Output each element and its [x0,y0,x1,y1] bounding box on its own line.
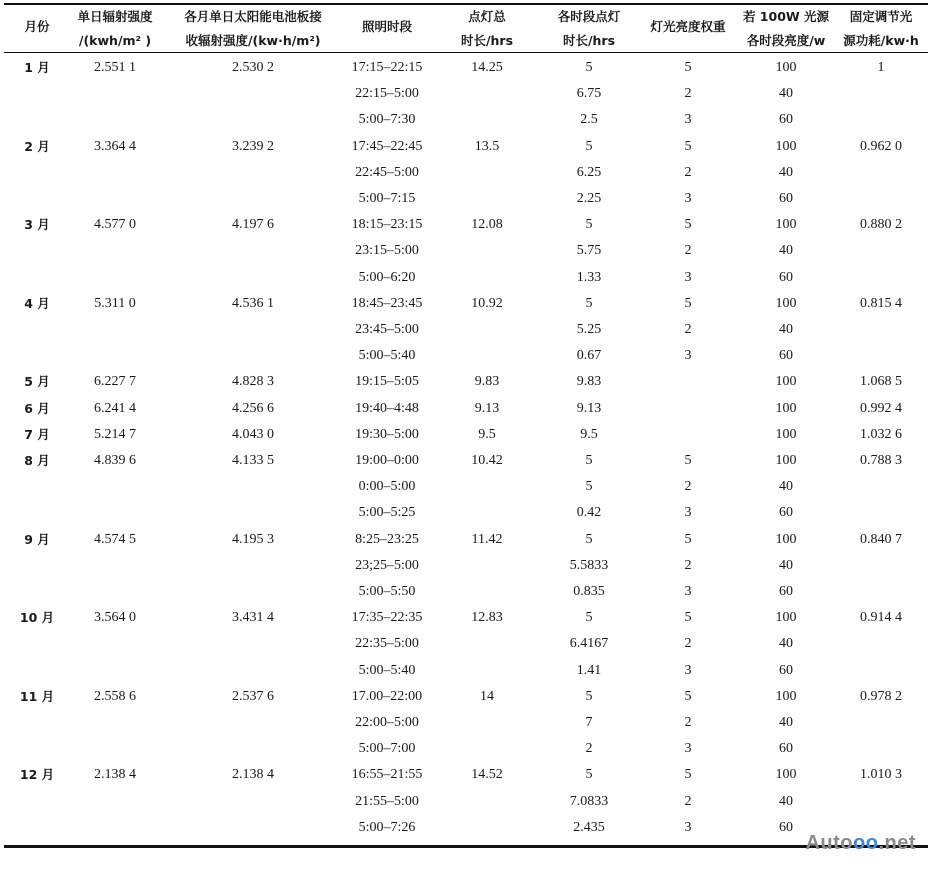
table-cell: 5 [585,479,593,494]
table-cell: 1 月 [24,60,50,75]
table-cell: 1.010 3 [860,767,902,782]
table-cell: 2 [684,479,692,494]
table-cell: 0.788 3 [860,453,902,468]
table-cell: 60 [779,584,793,599]
table-cell: 5:00–7:30 [358,112,416,127]
table-cell: 2.551 1 [94,60,136,75]
table-cell: 100 [775,401,797,416]
table-cell: 5:00–6:20 [358,270,416,285]
table-cell: 22:15–5:00 [355,86,419,101]
table-cell: 1.032 6 [860,427,902,442]
table-cell: 2 月 [24,139,50,154]
table-cell: 17:35–22:35 [351,610,423,625]
table-cell: 23:15–5:00 [355,243,419,258]
table-cell: 17:15–22:15 [351,60,423,75]
table-cell: 60 [779,348,793,363]
table-cell: 5:00–7:26 [358,820,416,835]
table-cell: 10.92 [471,296,503,311]
table-cell: 0.962 0 [860,139,902,154]
table-cell: 14.52 [471,767,503,782]
table-cell: 5 [684,139,692,154]
table-cell: 19:15–5:05 [355,374,419,389]
table-cell: 3 月 [24,217,50,232]
table-cell: 0.880 2 [860,217,902,232]
table-cell: 40 [779,479,793,494]
table-cell: 12.08 [471,217,503,232]
table-cell: 5.75 [576,243,602,258]
table-cell: 8 月 [24,453,50,468]
table-cell: 5 [684,532,692,547]
table-cell: 6.75 [576,86,602,101]
table-cell: 5 [585,610,593,625]
table-cell: 17.00–22:00 [351,689,423,704]
table-cell: 3.564 0 [94,610,136,625]
table-cell: 3 [684,112,692,127]
watermark-logo: Autooo.net [805,832,916,854]
table-cell: 3.431 4 [232,610,274,625]
table-cell: 0.815 4 [860,296,902,311]
table-cell: 5 月 [24,374,50,389]
column-header-line: 月份 [24,19,50,34]
table-cell: 9 月 [24,532,50,547]
table-cell: 10 月 [19,610,55,625]
table-cell: 8:25–23:25 [355,532,419,547]
table-cell: 19:00–0:00 [355,453,419,468]
table-cell: 22:45–5:00 [355,165,419,180]
column-header-line: 各月单日太阳能电池板接 [184,9,322,24]
table-cell: 22:00–5:00 [355,715,419,730]
table-cell: 3.239 2 [232,139,274,154]
table-cell: 3 [684,663,692,678]
table-cell: 4.828 3 [232,374,274,389]
table-cell: 5 [585,60,593,75]
table-cell: 2.5 [580,112,598,127]
table-cell: 2 [684,715,692,730]
table-cell: 19:30–5:00 [355,427,419,442]
table-cell: 18:45–23:45 [351,296,423,311]
table-cell: 100 [775,296,797,311]
table-cell: 9.83 [474,374,500,389]
table-cell: 3 [684,505,692,520]
table-cell: 23;25–5:00 [355,558,419,573]
table-cell: 40 [779,322,793,337]
table-cell: 5:00–5:25 [358,505,416,520]
table-cell: 40 [779,86,793,101]
table-cell: 100 [775,427,797,442]
table-cell: 5 [684,767,692,782]
table-cell: 100 [775,689,797,704]
table-cell: 11 月 [19,689,55,704]
table-cell: 100 [775,139,797,154]
table-cell: 4.133 5 [232,453,274,468]
table-cell: 17:45–22:45 [351,139,423,154]
table-cell: 5:00–5:50 [358,584,416,599]
table-cell: 3 [684,270,692,285]
table-cell: 5:00–7:00 [358,741,416,756]
table-cell: 23:45–5:00 [355,322,419,337]
table-cell: 40 [779,794,793,809]
table-cell: 5 [585,453,593,468]
table-cell: 5 [684,217,692,232]
column-header-line: 照明时段 [361,19,412,34]
table-cell: 5.311 0 [94,296,136,311]
table-cell: 5 [585,767,593,782]
table-cell: 0.42 [576,505,602,520]
table-cell: 7 [585,715,593,730]
table-cell: 9.5 [478,427,496,442]
table-cell: 5 [585,139,593,154]
table-cell: 2 [684,558,692,573]
table-cell: 100 [775,767,797,782]
column-header-line: 收辐射强度/(kw·h/m²) [185,33,321,48]
table-cell: 40 [779,558,793,573]
table-cell: 5 [684,689,692,704]
table-cell: 0.992 4 [860,401,902,416]
table-cell: 0:00–5:00 [358,479,416,494]
table-cell: 40 [779,243,793,258]
table-cell: 5 [585,296,593,311]
table-cell: 11.42 [471,532,503,547]
table-cell: 13.5 [474,139,500,154]
table-cell: 2.138 4 [232,767,274,782]
table-cell: 100 [775,217,797,232]
table-cell: 100 [775,374,797,389]
table-cell: 4.536 1 [232,296,274,311]
table-cell: 5:00–5:40 [358,348,416,363]
table-cell: 2 [684,794,692,809]
table-cell: 1.068 5 [860,374,902,389]
table-cell: 2 [684,243,692,258]
table-cell: 2 [585,741,593,756]
table-cell: 9.83 [576,374,602,389]
column-header-line: 源功耗/kw·h [843,33,919,48]
table-cell: 3 [684,348,692,363]
table-cell: 2.558 6 [94,689,136,704]
table-cell: 3 [684,741,692,756]
table-cell: 5:00–5:40 [358,663,416,678]
table-cell: 4.839 6 [94,453,136,468]
table-cell: 4.574 5 [94,532,136,547]
table-cell: 10.42 [471,453,503,468]
table-cell: 4.195 3 [232,532,274,547]
table-cell: 2 [684,636,692,651]
column-header-line: 时长/hrs [460,33,514,48]
table-cell: 7.0833 [569,794,609,809]
table-cell: 2.537 6 [232,689,274,704]
column-header-line: 各时段亮度/w [746,33,826,48]
table-cell: 3.364 4 [94,139,136,154]
column-header-line: 各时段点灯 [557,9,621,24]
table-cell: 0.914 4 [860,610,902,625]
column-header-9 [826,5,928,53]
column-header-line: 单日辐射强度 [77,9,153,24]
table-cell: 4.256 6 [232,401,274,416]
table-cell: 6.25 [576,165,602,180]
table-cell: 60 [779,741,793,756]
table-cell: 2.138 4 [94,767,136,782]
table-cell: 3 [684,191,692,206]
table-cell: 2.25 [576,191,602,206]
column-header-line: 若 100W 光源 [742,9,830,24]
table-cell: 0.840 7 [860,532,902,547]
table-cell: 22:35–5:00 [355,636,419,651]
table-cell: 9.13 [576,401,602,416]
table-cell: 40 [779,636,793,651]
table-cell: 1.41 [576,663,602,678]
column-header-line: 点灯总 [468,9,506,24]
table-cell: 16:55–21:55 [351,767,423,782]
table-cell: 5 [585,217,593,232]
table-cell: 5:00–7:15 [358,191,416,206]
table-cell: 60 [779,663,793,678]
column-header-4 [322,15,452,39]
table-cell: 5.25 [576,322,602,337]
table-cell: 9.5 [580,427,598,442]
table-cell: 5 [684,453,692,468]
table-cell: 3 [684,584,692,599]
table-cell: 2.435 [573,820,605,835]
table-cell: 14 [480,689,494,704]
table-cell: 0.67 [576,348,602,363]
table-cell: 5 [585,689,593,704]
table-cell: 60 [779,191,793,206]
table-cell: 4.043 0 [232,427,274,442]
table-cell: 5 [684,610,692,625]
table-cell: 60 [779,820,793,835]
column-header-line: 灯光亮度权重 [650,19,726,34]
table-cell: 18:15–23:15 [351,217,423,232]
table-cell: 21:55–5:00 [355,794,419,809]
table-cell: 1 [877,60,885,75]
table-cell: 4 月 [24,296,50,311]
table-cell: 6.4167 [569,636,609,651]
table-cell: 60 [779,270,793,285]
table-cell: 5 [585,532,593,547]
table-cell: 14.25 [471,60,503,75]
table-cell: 9.13 [474,401,500,416]
column-header-5 [442,5,532,53]
table-cell: 6.227 7 [94,374,136,389]
table-cell: 4.577 0 [94,217,136,232]
table-bottom-rule [4,845,928,848]
table-cell: 100 [775,60,797,75]
table-cell: 7 月 [24,427,50,442]
table-cell: 2 [684,165,692,180]
column-header-line: /(kwh/m² ) [78,33,152,48]
table-cell: 4.197 6 [232,217,274,232]
table-cell: 60 [779,505,793,520]
table-cell: 12 月 [19,767,55,782]
table-cell: 2 [684,86,692,101]
table-cell: 5 [684,296,692,311]
table-cell: 0.978 2 [860,689,902,704]
table-cell: 100 [775,610,797,625]
column-header-line: 时长/hrs [562,33,616,48]
table-cell: 100 [775,532,797,547]
table-cell: 6 月 [24,401,50,416]
table-cell: 12.83 [471,610,503,625]
table-cell: 2 [684,322,692,337]
table-cell: 5.5833 [569,558,609,573]
table-cell: 6.241 4 [94,401,136,416]
table-cell: 5.214 7 [94,427,136,442]
table-cell: 40 [779,715,793,730]
table-cell: 19:40–4:48 [355,401,419,416]
table-cell: 40 [779,165,793,180]
table-cell: 100 [775,453,797,468]
table-cell: 60 [779,112,793,127]
table-cell: 0.835 [573,584,605,599]
table-cell: 2.530 2 [232,60,274,75]
column-header-line: 固定调节光 [849,9,913,24]
table-cell: 1.33 [576,270,602,285]
table-cell: 3 [684,820,692,835]
table-cell: 5 [684,60,692,75]
